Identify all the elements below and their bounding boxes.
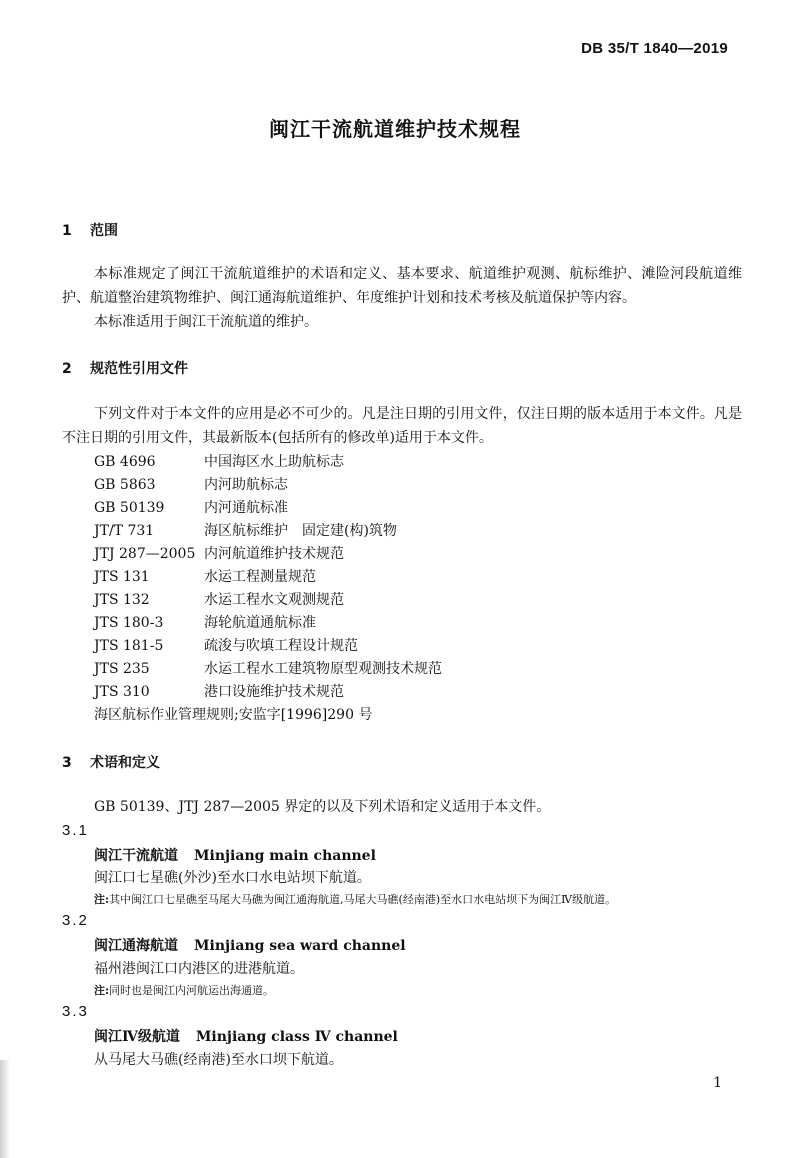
section-number: 2 <box>62 361 72 377</box>
term-en: Minjiang class Ⅳ channel <box>195 1029 398 1045</box>
section-heading-normative-references <box>62 358 188 378</box>
reference-code: JTJ 287—2005 <box>94 546 196 562</box>
term-zh: 闽江Ⅳ级航道 <box>94 1029 180 1045</box>
reference-title: 港口设施维护技术规范 <box>204 684 344 700</box>
section-number: 1 <box>62 223 72 239</box>
reference-title: 内河航道维护技术规范 <box>204 546 344 562</box>
term-definition: 福州港闽江口内港区的进港航道。 <box>94 961 304 977</box>
reference-title: 疏浚与吹填工程设计规范 <box>204 638 358 654</box>
reference-code: JT/T 731 <box>94 523 155 539</box>
term-heading <box>94 935 406 955</box>
reference-code: GB 4696 <box>94 454 156 470</box>
reference-item <box>94 635 442 658</box>
reference-item <box>94 566 442 589</box>
reference-item <box>94 681 442 704</box>
reference-code: JTS 132 <box>94 592 150 608</box>
section-title: 术语和定义 <box>90 755 160 771</box>
term-zh: 闽江通海航道 <box>94 938 178 954</box>
reference-item <box>94 658 442 681</box>
term-definition: 闽江口七星礁(外沙)至水口水电站坝下航道。 <box>94 870 371 886</box>
note-text: 同时也是闽江内河航运出海通道。 <box>109 984 275 997</box>
standard-code: DB 35/T 1840—2019 <box>581 40 728 57</box>
term-heading <box>94 845 376 865</box>
section-heading-scope <box>62 220 118 240</box>
reference-title: 水运工程测量规范 <box>204 569 316 585</box>
section-heading-terms <box>62 752 160 772</box>
reference-title: 水运工程水文观测规范 <box>204 592 344 608</box>
note-label: 注: <box>94 984 110 997</box>
reference-code: JTS 131 <box>94 569 150 585</box>
term-zh: 闽江干流航道 <box>94 848 178 864</box>
reference-item <box>94 589 442 612</box>
scan-shadow <box>0 1060 10 1158</box>
clause-number: 3.2 <box>62 912 89 929</box>
document-title: 闽江干流航道维护技术规程 <box>269 117 521 141</box>
scope-paragraph: 本标准规定了闽江干流航道维护的术语和定义、基本要求、航道维护观测、航标维护、滩险河段航道维护、航道整治建筑物维护、闽江通海航道维护、年度维护计划和技术考核及航道保护等内容。 <box>62 266 742 306</box>
term-note <box>94 982 274 998</box>
reference-extra: 海区航标作业管理规则;安监字[1996]290 号 <box>94 707 373 723</box>
reference-title: 内河通航标准 <box>204 500 288 516</box>
term-note <box>94 891 616 907</box>
reference-item <box>94 612 442 635</box>
references-intro: 下列文件对于本文件的应用是必不可少的。凡是注日期的引用文件，仅注日期的版本适用于本文件。凡是不注日期的引用文件，其最新版本(包括所有的修改单)适用于本文件。 <box>62 406 742 446</box>
section-number: 3 <box>62 755 72 771</box>
term-definition: 从马尾大马礁(经南港)至水口坝下航道。 <box>94 1052 343 1068</box>
reference-item <box>94 543 442 566</box>
note-label: 注: <box>94 893 110 906</box>
reference-code: GB 5863 <box>94 477 156 493</box>
section-title: 规范性引用文件 <box>90 361 188 377</box>
scope-applicability: 本标准适用于闽江干流航道的维护。 <box>94 314 318 330</box>
reference-title: 海区航标维护 固定建(构)筑物 <box>204 523 397 539</box>
reference-code: JTS 310 <box>94 684 150 700</box>
clause-number: 3.1 <box>62 822 89 839</box>
reference-list <box>94 451 442 727</box>
note-text: 其中闽江口七星礁至马尾大马礁为闽江通海航道,马尾大马礁(经南港)至水口水电站坝下为闽江Ⅳ级航道。 <box>109 893 617 906</box>
term-en: Minjiang main channel <box>194 848 376 864</box>
reference-title: 海轮航道通航标准 <box>204 615 316 631</box>
reference-item <box>94 497 442 520</box>
terms-intro: GB 50139、JTJ 287—2005 界定的以及下列术语和定义适用于本文件。 <box>94 799 551 815</box>
section-title: 范围 <box>90 223 118 239</box>
term-heading <box>94 1026 398 1046</box>
reference-code: JTS 180-3 <box>94 615 164 631</box>
reference-title: 水运工程水工建筑物原型观测技术规范 <box>204 661 442 677</box>
reference-item <box>94 474 442 497</box>
reference-item <box>94 520 442 543</box>
reference-code: JTS 235 <box>94 661 150 677</box>
reference-item <box>94 451 442 474</box>
reference-code: JTS 181-5 <box>94 638 164 654</box>
clause-number: 3.3 <box>62 1003 89 1020</box>
term-en: Minjiang sea ward channel <box>194 938 406 954</box>
reference-title: 中国海区水上助航标志 <box>204 454 344 470</box>
page-number: 1 <box>713 1075 722 1091</box>
reference-code: GB 50139 <box>94 500 165 516</box>
reference-title: 内河助航标志 <box>204 477 288 493</box>
